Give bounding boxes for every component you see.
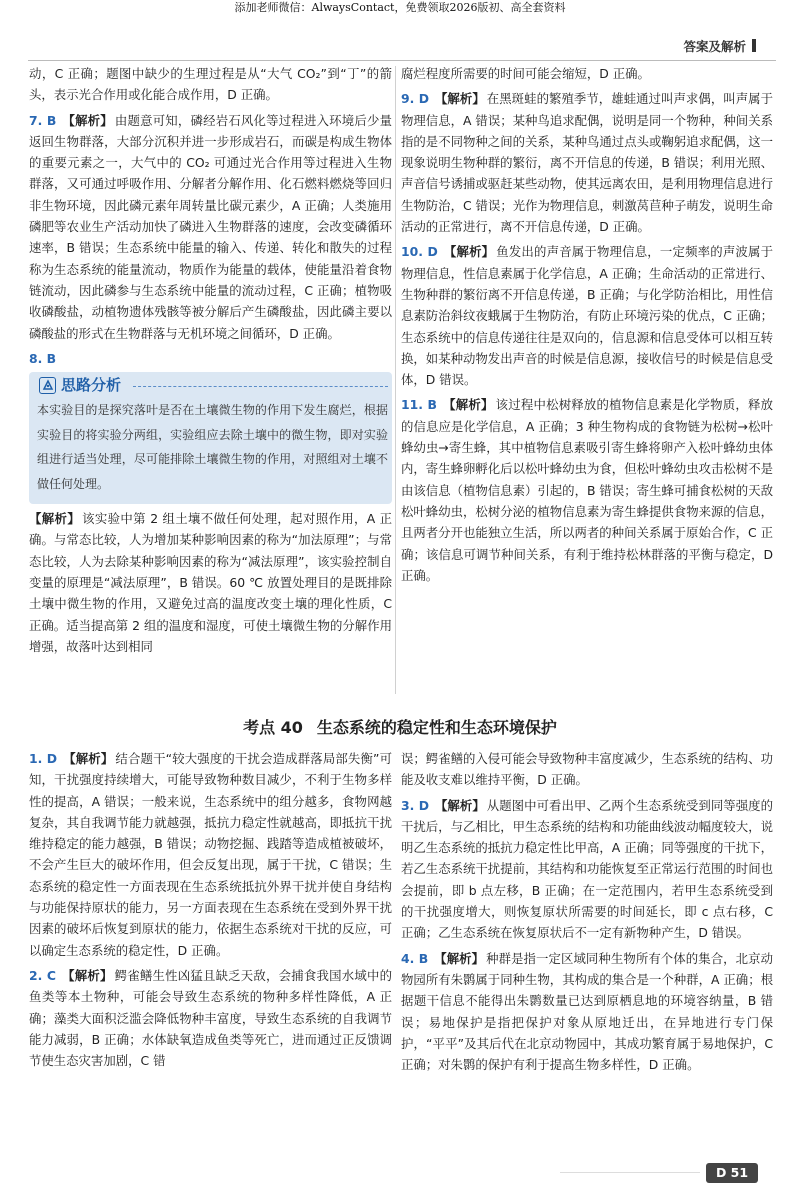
answer-9 bbox=[401, 88, 773, 237]
answer-6-continuation bbox=[29, 63, 392, 106]
page-number: D 51 bbox=[706, 1163, 758, 1183]
analysis-tag: 【解析】 bbox=[443, 244, 495, 260]
thinking-analysis-title: 思路分析 bbox=[61, 375, 122, 394]
header-bar-icon bbox=[752, 39, 756, 52]
answer-text: 误；鳄雀鳝的入侵可能会导致物种丰富度减少，生态系统的结构、功能及收支难以维持平衡，D 正确。 bbox=[401, 751, 773, 788]
left-column-bottom bbox=[29, 748, 392, 1071]
section-title bbox=[0, 716, 800, 740]
answer-number: 4. B bbox=[401, 950, 429, 966]
answer-number: 9. D bbox=[401, 91, 429, 107]
right-column-top bbox=[401, 63, 773, 586]
page-header bbox=[683, 37, 756, 57]
answer-8-continuation bbox=[401, 63, 773, 84]
answer-text: 该实验中第 2 组土壤不做任何处理，起对照作用，A 正确。与常态比较，人为增加某种影响因素的称为“加法原理”；与常态比较，人为去除某种影响因素的称为“减法原理”，该实验控制自变量的原理是“减法原理”，B 错误。60 ℃ 放置处理目的是既排除土壤中微生物的作用，又避免过高的温度改变土壤的理化性质，C 正确。适当提高第 2 组的温度和湿度，可使土壤微生物的分解作用增强，故落叶达到相同 bbox=[29, 511, 392, 654]
answer-number: 7. B bbox=[29, 112, 57, 128]
analysis-tag: 【解析】 bbox=[62, 112, 113, 128]
answer-10 bbox=[401, 241, 773, 390]
answer-text: 动，C 正确；题图中缺少的生理过程是从“大气 CO₂”到“丁”的箭头，表示光合作用或化能合成作用，D 正确。 bbox=[29, 66, 392, 103]
answer-2-continuation bbox=[401, 748, 773, 791]
header-rule bbox=[28, 60, 776, 61]
footer-rule bbox=[560, 1172, 700, 1173]
analysis-tag: 【解析】 bbox=[29, 511, 81, 527]
answer-text: 由题意可知，磷经岩石风化等过程进入环境后少量返回生物群落，大部分沉积并进一步形成岩石，而碳是构成生物体的重要元素之一，大气中的 CO₂ 可通过光合作用等过程进入生物群落，又可通过呼吸作用、分解者分解作用、化石燃料燃烧等回归非生物环境，因此磷元素年周转量比碳元素少，A 正确；人类施用磷肥等农业生产活动加快了磷进入生物群落的速度，会改变磷循环速率，B 错误；生态系统中能量的输入、传递、转化和散失的过程称为生态系统的能量流动，物质作为能量的载体，使能量沿着食物链流动，因此磷参与生态系统中能量的流动过程，C 正确；植物吸收磷酸盐，动植物遗体残骸等被分解后产生磷酸盐，因此磷主要以磷酸盐的形式在生物群落与无机环境之间循环，D 正确。 bbox=[29, 112, 392, 341]
answer-3 bbox=[401, 795, 773, 944]
answer-text: 结合题干“较大强度的干扰会造成群落局部失衡”可知，干扰强度持续增大，可能导致物种数目减少，不利于生物多样性的提高，A 错误；一般来说，生态系统中的组分越多，食物网越复杂，其自我调节能力就越强，抵抗力稳定性就越高，即抵抗干扰维持稳定的能力越强，B 错误；动物挖掘、践踏等造成植被破坏，不会产生巨大的破坏作用，但会反复出现，属于干扰，C 错误；生态系统的稳定性一方面表现在生态系统抵抗外界干扰并使自身结构与功能保持原状的能力，另一方面表现在生态系统在受到外界干扰因素的破坏后恢复到原状的能力，依据生态系统对干扰的反应，可以确定生态系统的稳定性，D 正确。 bbox=[29, 751, 392, 958]
analysis-tag: 【解析】 bbox=[434, 950, 485, 966]
answer-text: 从题图中可看出甲、乙两个生态系统受到同等强度的干扰后，与乙相比，甲生态系统的结构和功能曲线波动幅度较大，说明乙生态系统的抵抗力稳定性比甲高，A 正确；同等强度的干扰下，若乙生态系统干扰提前，其结构和功能恢复至正常运行范围的时间也会提前，即 b 点左移，B 正确；在一定范围内，若甲生态系统受到的干扰强度增大，则恢复原状所需要的时间延长，即 c 点右移，C 正确；乙生态系统在恢复原状后不一定有新物种产生，D 错误。 bbox=[401, 797, 773, 941]
answer-number: 10. D bbox=[401, 244, 438, 260]
answer-11 bbox=[401, 394, 773, 586]
answer-text: 鳄雀鳝生性凶猛且缺乏天敌，会捕食我国水域中的鱼类等本土物种，可能会导致生态系统的物种多样性降低，A 正确；藻类大面积泛滥会降低物种丰富度，导致生态系统的自我调节能力减弱，B 正确；水体缺氧造成鱼类等死亡，进而通过正反馈调节使生态灾害加剧，C 错 bbox=[29, 967, 392, 1069]
analysis-tag: 【解析】 bbox=[443, 397, 494, 413]
answer-number: 11. B bbox=[401, 397, 437, 413]
analysis-tag: 【解析】 bbox=[62, 967, 113, 983]
section-label: 考点 40 bbox=[243, 718, 303, 737]
answer-text: 该过程中松树释放的植物信息素是化学物质，释放的信息应是化学信息，A 正确；3 种生物构成的食物链为松树→松叶蜂幼虫→寄生蜂，其中植物信息素吸引寄生蜂将卵产入松叶蜂幼虫体内，寄生蜂卵孵化后以松叶蜂幼虫为食，但松叶蜂幼虫攻击松树不是由该信息（植物信息素）引起的，B 错误；寄生蜂可捕食松树的天敌松叶蜂幼虫，松树分泌的植物信息素为寄生蜂提供食物来源的信息，且两者分开也能独立生活，所以两者的种间关系属于原始合作，C 正确；该信息可调节种间关系，有利于维持松林群落的平衡与稳定，D 正确。 bbox=[401, 397, 773, 583]
answer-text: 鱼发出的声音属于物理信息，一定频率的声波属于物理信息，性信息素属于化学信息，A 正确；生命活动的正常进行、生物种群的繁衍离不开信息传递，B 正确；与化学防治相比，用性信息素防治斜纹夜蛾属于生物防治，有防止环境污染的优点，C 正确；生态系统中的信息传递往往是双向的，信息源和信息受体可以相互转换，如某种动物发出声音的时候是信息源，接收信号的时候是信息受体，D 错误。 bbox=[401, 244, 773, 388]
thinking-analysis-text: 本实验目的是探究落叶是否在土壤微生物的作用下发生腐烂，根据实验目的将实验分两组，实验组应去除土壤中的微生物，即对实验组进行适当处理，尽可能排除土壤微生物的作用，对照组对土壤不做任何处理。 bbox=[37, 403, 388, 491]
answer-number: 2. C bbox=[29, 967, 56, 983]
analysis-tag: 【解析】 bbox=[434, 91, 485, 107]
thinking-analysis-heading bbox=[37, 372, 388, 398]
analysis-tag: 【解析】 bbox=[63, 751, 114, 766]
compass-icon bbox=[39, 377, 56, 394]
answer-text: 腐烂程度所需要的时间可能会缩短，D 正确。 bbox=[401, 66, 650, 81]
answer-2 bbox=[29, 965, 392, 1071]
answer-4 bbox=[401, 948, 773, 1076]
left-column-top bbox=[29, 63, 392, 657]
answer-7 bbox=[29, 110, 392, 344]
answer-1 bbox=[29, 748, 392, 961]
section-heading: 生态系统的稳定性和生态环境保护 bbox=[316, 718, 557, 737]
analysis-tag: 【解析】 bbox=[434, 797, 485, 813]
answer-8-analysis bbox=[29, 508, 392, 657]
thinking-analysis-box bbox=[29, 372, 392, 504]
column-divider bbox=[395, 66, 396, 694]
answer-text: 种群是指一定区域同种生物所有个体的集合，北京动物园所有朱鹮属于同种生物，其构成的集合是一个种群，A 正确；根据题干信息不能得出朱鹮数量已达到原栖息地的环境容纳量，B 错误；易地保护是指把保护对象从原地迁出，在异地进行专门保护，“平平”及其后代在北京动物园中，其成功繁育属于易地保护，C 正确；对朱鹮的保护有利于提高生物多样性，D 正确。 bbox=[401, 950, 773, 1073]
answer-number: 1. D bbox=[29, 751, 58, 766]
heading-dashed-rule bbox=[133, 386, 388, 387]
header-title: 答案及解析 bbox=[683, 39, 746, 54]
answer-number: 8. B bbox=[29, 350, 57, 366]
answer-text: 在黑斑蛙的繁殖季节，雄蛙通过叫声求偶，叫声属于物理信息，A 错误；某种鸟追求配偶，说明是同一个物种，种间关系指的是不同物种之间的关系，某种鸟通过点头或鞠躬追求配偶，这一现象说明生物种群的繁衍，离不开信息的传递，B 错误；利用光照、声音信号诱捕或驱赶某些动物，使其远离农田，是利用物理信息进行生物防治，C 错误；光作为物理信息，刺激莴苣种子萌发，说明生命活动的正常进行，离不开信息传递，D 正确。 bbox=[401, 91, 773, 235]
promo-banner: 添加老师微信：AlwaysContact，免费领取2026版初、高全套资料 bbox=[234, 1, 566, 14]
right-column-bottom bbox=[401, 748, 773, 1075]
answer-number: 3. D bbox=[401, 797, 429, 813]
answer-8 bbox=[29, 348, 392, 369]
